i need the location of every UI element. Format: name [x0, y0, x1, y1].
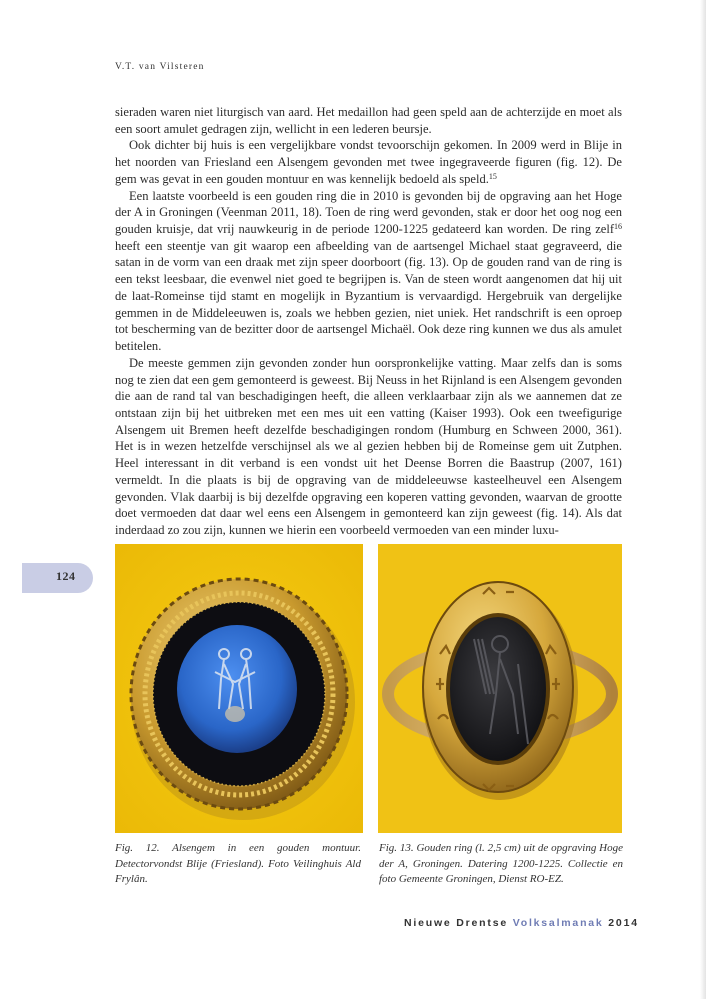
footnote-ref-16[interactable]: 16	[614, 222, 622, 232]
footnote-ref-15[interactable]: 15	[488, 171, 497, 181]
paragraph-4: De meeste gemmen zijn gevonden zonder hun oorspronkelijke vatting. Maar zelfs dan is soms nog te zien dat een gem gemonteerd is geweest. Bij Neuss in het Rijnland is een Alsengem gevonden die aan de rand tal van beschadigingen heeft, die alleen verklaarbaar zijn als we aannemen dat ze ontstaan zijn bij het uitbreken met een mes uit een vatting (Kaiser 1993). Ook een tweefigurige Alsengem uit Bremen heeft dezelfde beschadigingen rondom (Humburg en Schween 2000, 361). Het is in wezen hetzelfde verschijnsel als we al gezien hebben bij de Romeinse gem uit Zutphen. Heel interessant in dit verband is een vondst uit het Deense Borren die Baastrup (2007, 161) vermeldt. In die plaats is bij de opgraving van de middeleeuwse kasteelheuvel een Alsengem gevonden. Vlak daarbij is bij dezelfde opgraving een koperen vatting gevonden, waarvan de grootte doet vermoeden dat daar wel eens een Alsengem in gemonteerd kan zijn geweest (fig. 14). Als dat inderdaad zo zou zijn, kunnen we hierin een voorbeeld vermoeden van een minder luxu-	[115, 355, 622, 537]
article-body	[115, 104, 622, 539]
running-head-author: V.T. van Vilsteren	[115, 62, 205, 72]
page-number: 124	[56, 569, 76, 583]
footer-title-accent: Volksalmanak	[512, 917, 604, 929]
paragraph-2: Ook dichter bij huis is een vergelijkbare vondst tevoorschijn gekomen. In 2009 werd in Blije in het noorden van Friesland een Alsengem gevonden met twee ingegraveerde figuren (fig. 12). De gem was gevat in een gouden montuur en was kennelijk bedoeld als speld.$^{15}$	[115, 138, 622, 186]
figure-13-photo	[378, 544, 622, 833]
page-edge-shadow	[700, 0, 706, 999]
figure-13-caption: Fig. 13. Gouden ring (l. 2,5 cm) uit de opgraving Hoge der A, Groningen. Datering 1200-1225. Collectie en foto Gemeente Groningen, Dienst RO-EZ.	[379, 842, 623, 886]
paragraph-1: sieraden waren niet liturgisch van aard. Het medaillon had geen speld aan de achterzijde en moet als een soort amulet gedragen zijn, wellicht in een lederen beursje.	[115, 105, 622, 136]
journal-footer	[404, 917, 639, 929]
figure-12-caption: Fig. 12. Alsengem in een gouden montuur. Detectorvondst Blije (Friesland). Foto Veilinghuis Ald Frylân.	[115, 842, 361, 886]
footer-year: 2014	[603, 917, 639, 929]
figure-12-photo	[115, 544, 363, 833]
paragraph-3: Een laatste voorbeeld is een gouden ring die in 2010 is gevonden bij de opgraving aan het Hoge der A in Groningen (Veenman 2011, 18). Toen de ring werd gevonden, stak er door het oog nog een gouden kruisje, dat vrij nauwkeurig in de periode 1200-1225 gedateerd kan worden. De ring zelf$^{16}$ heeft een steentje van git waarop een afbeelding van de aartsengel Michael staat gegraveerd, die satan in de vorm van een draak met zijn speer doorboort (fig. 13). Op de gouden rand van de ring is een tekst leesbaar, die evenwel niet goed te begrijpen is. Van de steen wordt aangenomen dat hij uit de laat-Romeinse tijd stamt en mogelijk in Byzantium is vervaardigd. Hergebruik van dergelijke gemmen in de Middeleeuwen is, zoals we hebben gezien, niet uniek. Het randschrift is een oproep tot bescherming van de bezitter door de aartsengel Michaël. Ook deze ring kunnen we dus als amulet betitelen.	[115, 188, 622, 354]
footer-title-part1: Nieuwe Drentse	[404, 917, 513, 929]
